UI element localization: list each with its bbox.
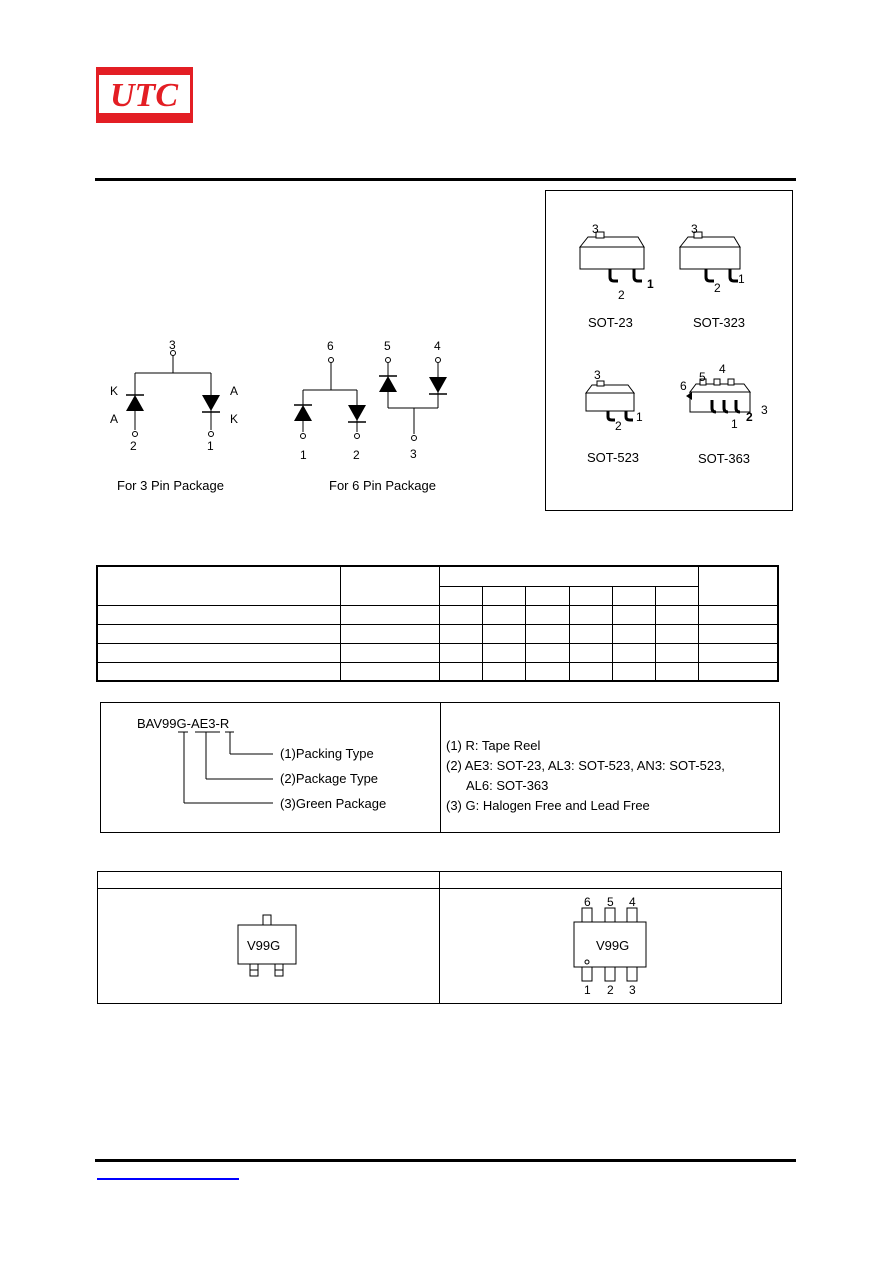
sot363-pin-3: 3 [761,403,768,417]
pin3-label-2: 2 [130,439,137,453]
part-code-box [100,702,780,833]
marking-pin-2: 2 [607,983,614,997]
part-number: BAV99G-AE3-R [137,716,230,731]
sot523-pin-2: 2 [615,419,622,433]
sot363-pin-4: 4 [719,362,726,376]
sot323-pin-3: 3 [691,222,698,236]
footer-link[interactable] [97,1178,239,1180]
sot363-pin-1: 1 [731,417,738,431]
table-row [97,624,778,643]
packing-type-label: (1)Packing Type [280,746,374,761]
utc-logo [96,67,193,123]
sot363-pin-2: 2 [746,410,753,424]
marking-pin-5: 5 [607,895,614,909]
sot23-pin-1: 1 [647,277,654,291]
sot523-name: SOT-523 [587,450,640,465]
package-outline-box [545,190,793,511]
marking-box [97,871,782,1004]
pin6-label-4: 4 [434,339,441,353]
pin3-a-left: A [110,412,119,426]
sot323-pin-1: 1 [738,272,745,286]
table-row [97,605,778,624]
sot363-pin-6: 6 [680,379,687,393]
pin3-label-1: 1 [207,439,214,453]
part-code-leaders [101,703,440,832]
pin6-label-3: 3 [410,447,417,461]
marking-pin-1: 1 [584,983,591,997]
pin3-caption: For 3 Pin Package [117,478,224,493]
note-green: (3) G: Halogen Free and Lead Free [446,798,650,813]
note-packing: (1) R: Tape Reel [446,738,541,753]
table-header-cell [340,566,439,605]
sot23-pin-3: 3 [592,222,599,236]
pin3-label-3: 3 [169,338,176,352]
ordering-table [96,565,779,682]
sot363-pin-5: 5 [699,370,706,384]
pin6-label-6: 6 [327,339,334,353]
sot23-pin-2: 2 [618,288,625,302]
sot323-pin-2: 2 [714,281,721,295]
bottom-rule [95,1159,796,1162]
pin3-k-left: K [110,384,119,398]
table-header-cell [439,566,698,586]
sot323-name: SOT-323 [693,315,746,330]
top-rule [95,178,796,181]
marking-6pin-text: V99G [596,938,630,953]
schematic-6pin [285,335,465,460]
pin3-k-right: K [230,412,239,426]
pin6-label-5: 5 [384,339,391,353]
logo-text: UTC [110,77,178,114]
package-type-label: (2)Package Type [280,771,379,786]
table-header-cell [698,566,778,605]
marking-pin-4: 4 [629,895,636,909]
marking-pin-6: 6 [584,895,591,909]
pin6-label-2: 2 [353,448,360,462]
marking-pin-3: 3 [629,983,636,997]
pin6-caption: For 6 Pin Package [329,478,436,493]
note-package-1: (2) AE3: SOT-23, AL3: SOT-523, AN3: SOT-523, [446,758,725,773]
sot523-pin-1: 1 [636,410,643,424]
sot523-pin-3: 3 [594,368,601,382]
sot23-drawing [574,229,654,289]
marking-3pin-text: V99G [247,938,281,953]
note-package-2: AL6: SOT-363 [466,778,549,793]
table-row [97,662,778,681]
table-row [97,643,778,662]
green-package-label: (3)Green Package [280,796,387,811]
sot363-name: SOT-363 [698,451,751,466]
sot23-name: SOT-23 [588,315,633,330]
table-header-cell [97,566,340,605]
pin6-label-1: 1 [300,448,307,462]
pin3-a-right: A [230,384,239,398]
